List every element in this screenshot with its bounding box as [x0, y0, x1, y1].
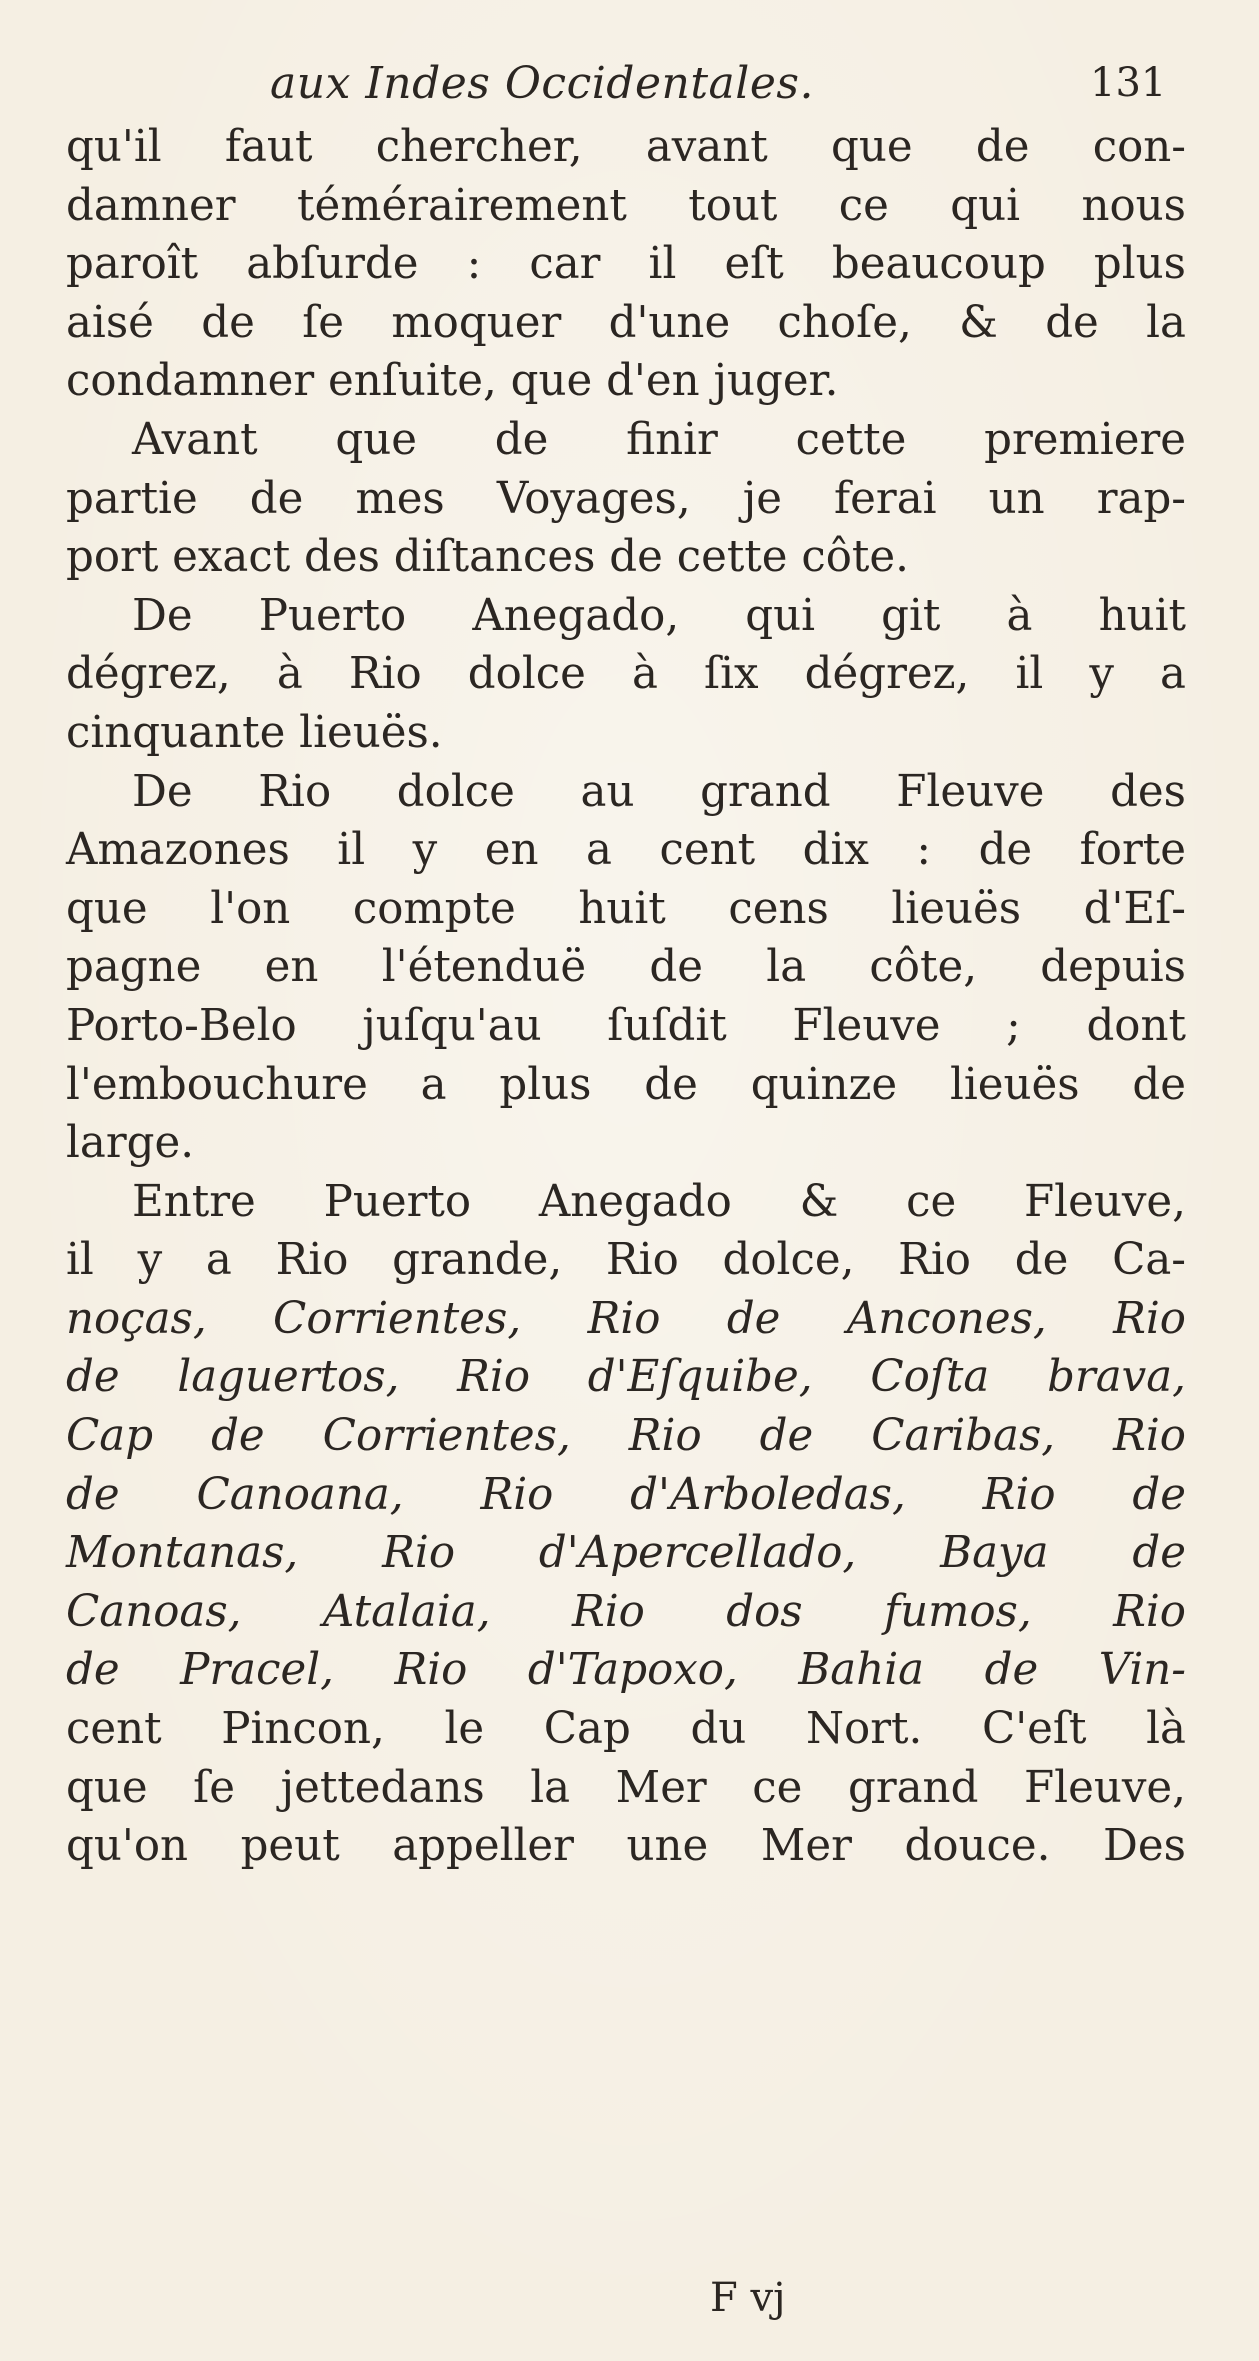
text-line: noças, Corrientes, Rio de Ancones, Rio	[66, 1293, 1186, 1344]
text-line: cinquante lieuës.	[66, 707, 443, 758]
text-line: que l'on compte huit cens lieuës d'Eſ-	[66, 883, 1186, 934]
text-line: que ſe jettedans la Mer ce grand Fleuve,	[66, 1762, 1186, 1813]
text-line: Amazones il y en a cent dix : de forte	[66, 825, 1186, 876]
text-line: paroît abſurde : car il eſt beaucoup plus	[66, 239, 1186, 290]
text-line: de Pracel, Rio d'Tapoxo, Bahia de Vin-	[66, 1645, 1186, 1696]
text-line: large.	[66, 1118, 195, 1169]
text-line: Porto-Belo juſqu'au ſuſdit Fleuve ; dont	[66, 1000, 1186, 1051]
text-line: qu'on peut appeller une Mer douce. Des	[66, 1821, 1186, 1872]
text-line: Avant que de finir cette premiere	[132, 414, 1186, 465]
running-title: aux Indes Occidentales.	[270, 58, 814, 109]
text-line: Canoas, Atalaia, Rio dos fumos, Rio	[66, 1586, 1186, 1637]
text-line: damner témérairement tout ce qui nous	[66, 180, 1186, 231]
text-line: partie de mes Voyages, je ferai un rap-	[66, 473, 1186, 524]
text-line: Cap de Corrientes, Rio de Caribas, Rio	[66, 1411, 1186, 1462]
page-footer	[0, 2275, 1259, 2335]
text-line: cent Pincon, le Cap du Nort. C'eſt là	[66, 1704, 1186, 1755]
text-line: de Canoana, Rio d'Arboledas, Rio de	[66, 1469, 1186, 1520]
page-number: 131	[1090, 60, 1167, 106]
text-line: aisé de ſe moquer d'une choſe, & de la	[66, 297, 1186, 348]
text-line: Montanas, Rio d'Apercellado, Baya de	[66, 1528, 1186, 1579]
text-line: l'embouchure a plus de quinze lieuës de	[66, 1059, 1186, 1110]
text-line: il y a Rio grande, Rio dolce, Rio de Ca-	[66, 1235, 1186, 1286]
body-text	[66, 118, 1186, 1876]
text-line: Entre Puerto Anegado & ce Fleuve,	[132, 1176, 1186, 1227]
text-line: De Rio dolce au grand Fleuve des	[132, 766, 1186, 817]
signature-mark: F vj	[710, 2275, 786, 2321]
text-line: de laguertos, Rio d'Eſquibe, Coſta brava,	[66, 1352, 1186, 1403]
page-header	[0, 58, 1259, 120]
text-line: pagne en l'étenduë de la côte, depuis	[66, 942, 1186, 993]
text-line: qu'il faut chercher, avant que de con-	[66, 122, 1186, 172]
text-line: condamner enſuite, que d'en juger.	[66, 356, 839, 407]
text-line: dégrez, à Rio dolce à ſix dégrez, il y a	[66, 649, 1186, 700]
text-line: De Puerto Anegado, qui git à huit	[132, 590, 1186, 641]
text-line: port exact des diſtances de cette côte.	[66, 532, 909, 583]
